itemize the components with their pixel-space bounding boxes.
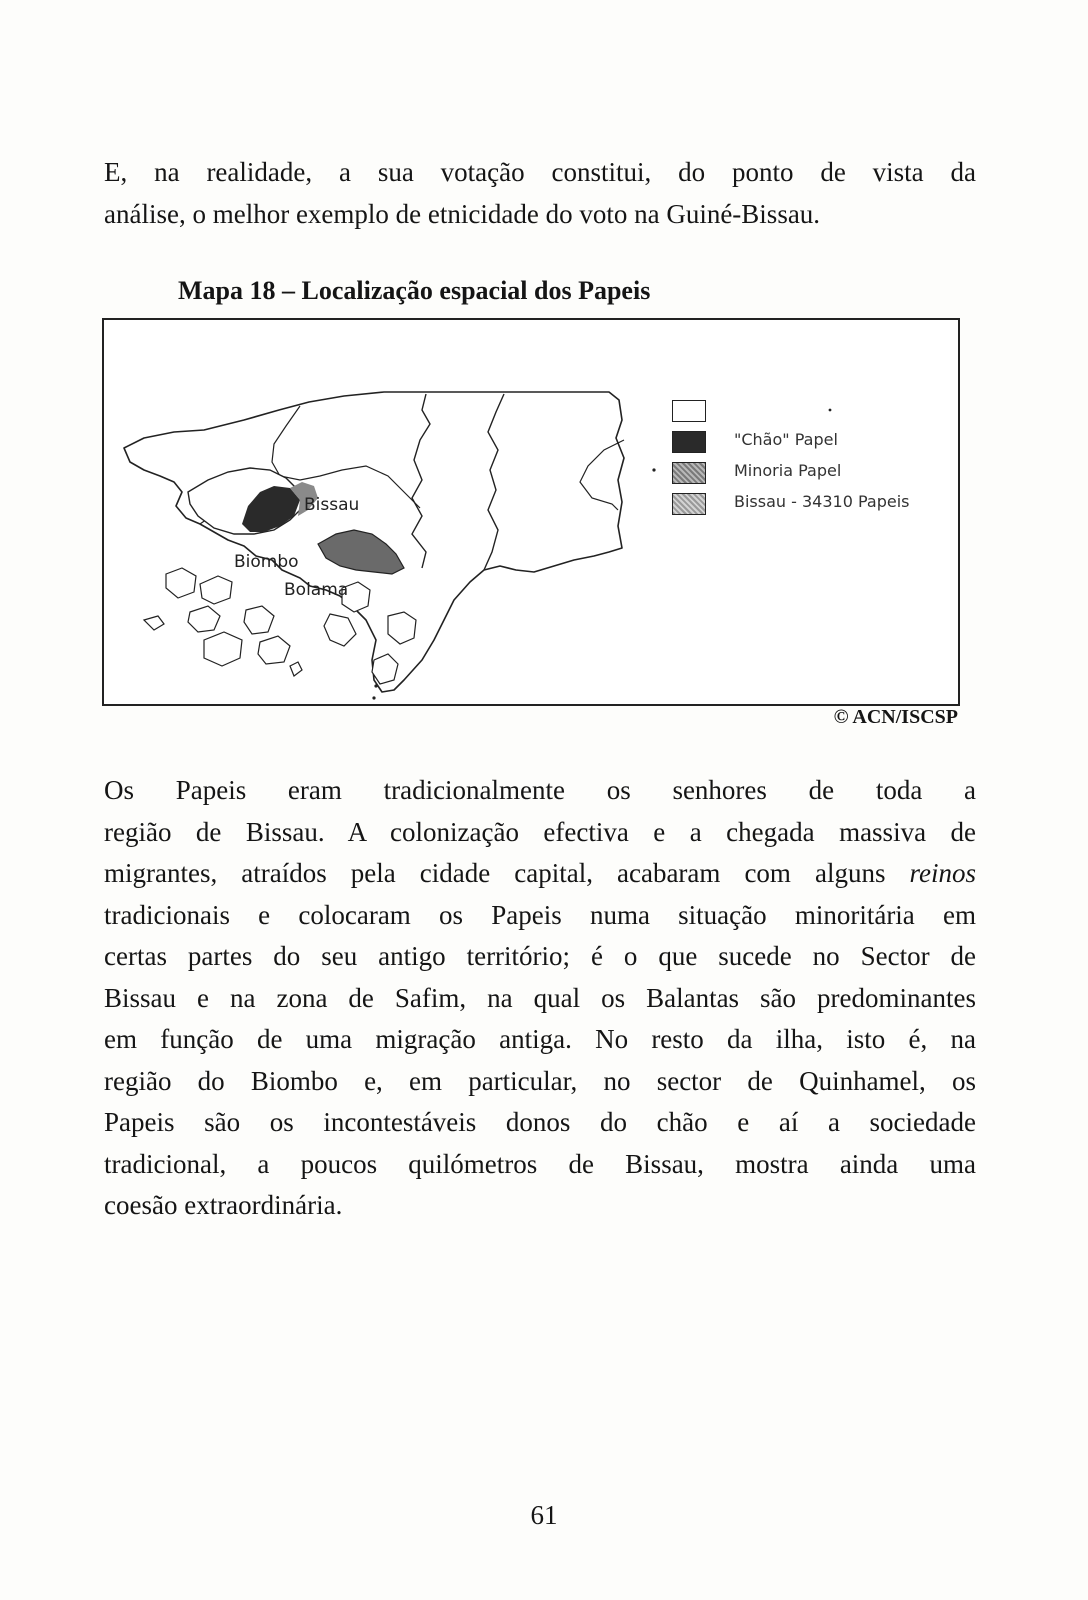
islet-dot	[374, 684, 377, 687]
figure-credit: © ACN/ISCSP	[833, 706, 958, 728]
text-line: análise, o melhor exemplo de etnicidade do voto na Guiné-Bissau.	[104, 198, 821, 229]
text-line: região de Bissau. A colonização efectiva e a chegada massiva de	[104, 816, 976, 847]
islet-dot	[829, 409, 832, 412]
text-line: Papeis são os incontestáveis donos do chão e aí a sociedade	[104, 1107, 976, 1137]
island	[258, 636, 290, 664]
island	[188, 606, 220, 632]
page-number: 61	[530, 1500, 558, 1530]
island	[166, 568, 196, 598]
map-label-bissau: Bissau	[304, 495, 360, 515]
legend-label: Bissau - 34310 Papeis	[734, 492, 910, 511]
island	[200, 576, 232, 604]
text-line	[104, 853, 976, 895]
body-paragraph	[104, 770, 976, 1227]
intro-paragraph	[104, 152, 976, 235]
text-line: tradicionais e colocaram os Papeis numa situação minoritária em	[104, 899, 976, 930]
map-label-biombo: Biombo	[234, 552, 299, 572]
legend-swatch	[672, 431, 706, 453]
text-line: E, na realidade, a sua votação constitui, do ponto de vista da	[104, 157, 976, 187]
island	[290, 662, 302, 676]
legend-swatch	[672, 400, 706, 422]
map-figure	[102, 318, 960, 706]
guinea-bissau-map	[104, 320, 958, 704]
islet-dot	[372, 696, 375, 699]
italic-word: reinos	[909, 858, 976, 888]
island	[204, 632, 242, 666]
figure-caption: Mapa 18 – Localização espacial dos Papeis	[178, 276, 651, 305]
islet-dot	[652, 468, 655, 471]
text-line: coesão extraordinária.	[104, 1190, 343, 1220]
legend-swatch	[672, 493, 706, 515]
text-run: migrantes, atraídos pela cidade capital, acabaram com alguns	[104, 858, 910, 888]
text-line: em função de uma migração antiga. No resto da ilha, isto é, na	[104, 1024, 976, 1054]
legend-label: "Chão" Papel	[734, 430, 838, 449]
island	[324, 614, 356, 646]
island	[144, 616, 164, 630]
text-line: região do Biombo e, em particular, no sector de Quinhamel, os	[104, 1065, 976, 1096]
text-line: Os Papeis eram tradicionalmente os senhores de toda a	[104, 775, 976, 805]
legend-swatch	[672, 462, 706, 484]
island	[244, 606, 274, 634]
legend-label: Minoria Papel	[734, 461, 842, 480]
text-line: tradicional, a poucos quilómetros de Bissau, mostra ainda uma	[104, 1148, 976, 1179]
text-line: Bissau e na zona de Safim, na qual os Balantas são predominantes	[104, 982, 976, 1013]
map-label-bolama: Bolama	[284, 580, 349, 600]
text-line: certas partes do seu antigo território; é o que sucede no Sector de	[104, 941, 976, 971]
